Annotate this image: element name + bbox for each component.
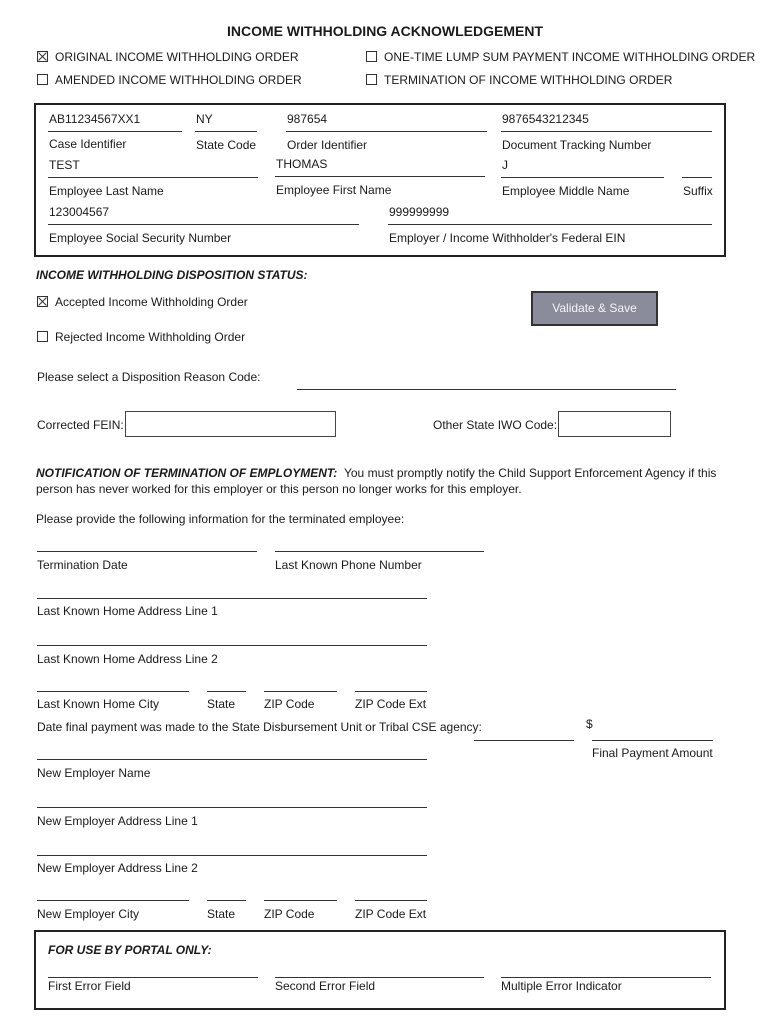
first-error-line[interactable] [48, 977, 258, 978]
last-name-label: Employee Last Name [49, 184, 164, 198]
accepted-order-label: Accepted Income Withholding Order [55, 295, 248, 309]
portal-heading: FOR USE BY PORTAL ONLY: [48, 943, 212, 957]
case-identifier-label: Case Identifier [49, 137, 127, 151]
new-employer-city-label: New Employer City [37, 907, 140, 921]
lump-sum-order-checkbox[interactable] [366, 51, 377, 62]
new-employer-name-label: New Employer Name [37, 766, 151, 780]
new-employer-zip-ext-line[interactable] [355, 900, 427, 901]
home-address-2-line[interactable] [37, 645, 427, 646]
corrected-fein-input[interactable] [125, 411, 336, 437]
lump-sum-order-label: ONE-TIME LUMP SUM PAYMENT INCOME WITHHOLDING ORDER [384, 50, 756, 64]
fein-line [388, 224, 712, 225]
new-employer-address-1-line[interactable] [37, 807, 427, 808]
case-identifier-value[interactable]: AB11234567XX1 [49, 112, 141, 126]
ssn-line [48, 224, 359, 225]
document-tracking-line [501, 131, 712, 132]
new-employer-zip-label: ZIP Code [264, 907, 315, 921]
currency-symbol: $ [586, 717, 593, 731]
termination-date-label: Termination Date [37, 558, 128, 572]
multiple-error-line[interactable] [501, 977, 711, 978]
new-employer-state-line[interactable] [207, 900, 246, 901]
final-payment-amount-label: Final Payment Amount [592, 746, 713, 760]
case-identifier-line [48, 131, 182, 132]
portal-box [34, 930, 726, 1010]
new-employer-address-1-label: New Employer Address Line 1 [37, 814, 198, 828]
termination-order-label: TERMINATION OF INCOME WITHHOLDING ORDER [384, 73, 673, 87]
original-order-label: ORIGINAL INCOME WITHHOLDING ORDER [55, 50, 299, 64]
order-identifier-label: Order Identifier [287, 138, 368, 152]
original-order-checkbox[interactable] [37, 51, 48, 62]
termination-heading: NOTIFICATION OF TERMINATION OF EMPLOYMENT: [36, 466, 338, 480]
termination-date-line[interactable] [37, 551, 257, 552]
reason-code-label: Please select a Disposition Reason Code: [37, 370, 261, 384]
ssn-label: Employee Social Security Number [49, 231, 232, 245]
home-city-line[interactable] [37, 691, 189, 692]
amended-order-label: AMENDED INCOME WITHHOLDING ORDER [55, 73, 302, 87]
document-tracking-value[interactable]: 9876543212345 [502, 112, 589, 126]
home-zip-line[interactable] [264, 691, 337, 692]
new-employer-city-line[interactable] [37, 900, 189, 901]
final-payment-amount-line[interactable] [592, 740, 713, 741]
home-address-2-label: Last Known Home Address Line 2 [37, 652, 218, 666]
new-employer-zip-line[interactable] [264, 900, 337, 901]
termination-order-checkbox[interactable] [366, 74, 377, 85]
termination-text-1: You must promptly notify the Child Support Enforcement Agency if this [343, 466, 717, 480]
multiple-error-label: Multiple Error Indicator [501, 979, 622, 993]
page-title: INCOME WITHHOLDING ACKNOWLEDGEMENT [226, 23, 543, 39]
order-identifier-value[interactable]: 987654 [287, 112, 328, 126]
rejected-order-label: Rejected Income Withholding Order [55, 330, 246, 344]
phone-label: Last Known Phone Number [275, 558, 422, 572]
new-employer-zip-ext-label: ZIP Code Ext [355, 907, 427, 921]
new-employer-address-2-label: New Employer Address Line 2 [37, 861, 198, 875]
accepted-order-checkbox[interactable] [37, 296, 48, 307]
middle-name-label: Employee Middle Name [502, 184, 630, 198]
other-state-iwo-input[interactable] [558, 411, 671, 437]
termination-notification-line1 [36, 466, 716, 480]
first-name-label: Employee First Name [276, 183, 392, 197]
first-name-line [275, 176, 485, 177]
final-payment-date-line[interactable] [474, 740, 574, 741]
home-zip-ext-line[interactable] [355, 691, 427, 692]
second-error-line[interactable] [275, 977, 484, 978]
home-zip-label: ZIP Code [264, 697, 315, 711]
middle-name-value[interactable]: J [502, 158, 508, 172]
last-name-value[interactable]: TEST [49, 158, 80, 172]
termination-instruction: Please provide the following information for the terminated employee: [36, 512, 405, 526]
first-name-value[interactable]: THOMAS [276, 157, 328, 171]
first-error-label: First Error Field [48, 979, 131, 993]
amended-order-checkbox[interactable] [37, 74, 48, 85]
middle-name-line [501, 177, 664, 178]
final-payment-date-label: Date final payment was made to the State Disbursement Unit or Tribal CSE agency: [37, 720, 482, 734]
last-name-line [48, 177, 258, 178]
home-state-line[interactable] [207, 691, 246, 692]
new-employer-name-line[interactable] [37, 759, 427, 760]
document-tracking-label: Document Tracking Number [502, 138, 652, 152]
ssn-value[interactable]: 123004567 [49, 205, 110, 219]
home-address-1-label: Last Known Home Address Line 1 [37, 604, 218, 618]
order-identifier-line [286, 131, 487, 132]
fein-value[interactable]: 999999999 [389, 205, 450, 219]
new-employer-address-2-line[interactable] [37, 855, 427, 856]
rejected-order-checkbox[interactable] [37, 331, 48, 342]
state-code-label: State Code [196, 138, 257, 152]
corrected-fein-label: Corrected FEIN: [37, 418, 124, 432]
state-code-value[interactable]: NY [196, 112, 213, 126]
disposition-heading: INCOME WITHHOLDING DISPOSITION STATUS: [36, 268, 308, 282]
home-city-label: Last Known Home City [37, 697, 160, 711]
reason-code-line [297, 389, 676, 390]
termination-text-2: person has never worked for this employer or this person no longer works for this employer. [36, 482, 522, 496]
home-zip-ext-label: ZIP Code Ext [355, 697, 427, 711]
home-state-label: State [207, 697, 236, 711]
phone-line[interactable] [275, 551, 484, 552]
state-code-line [195, 131, 257, 132]
second-error-label: Second Error Field [275, 979, 376, 993]
validate-save-button[interactable]: Validate & Save [531, 291, 658, 326]
fein-label: Employer / Income Withholder's Federal EIN [389, 231, 626, 245]
home-address-1-line[interactable] [37, 598, 427, 599]
suffix-line [682, 177, 712, 178]
new-employer-state-label: State [207, 907, 236, 921]
suffix-label: Suffix [683, 184, 713, 198]
other-state-iwo-label: Other State IWO Code: [433, 418, 558, 432]
